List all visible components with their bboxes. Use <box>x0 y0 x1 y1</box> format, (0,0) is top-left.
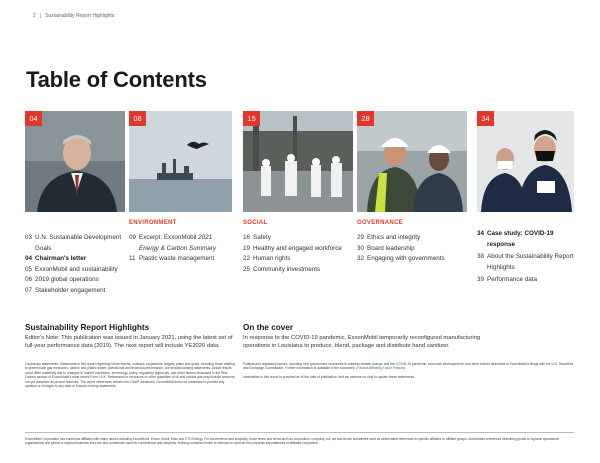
photo-page-number: 04 <box>25 111 42 126</box>
toc-label: Safety <box>253 234 271 241</box>
page-title: Table of Contents <box>26 67 207 92</box>
toc-label: U.N. Sustainable Development Goals <box>35 234 122 252</box>
toc-entry[interactable] <box>243 254 353 265</box>
toc-page: 25 <box>243 265 251 273</box>
column-heading-spacer <box>25 220 125 229</box>
toc-label: Stakeholder engagement <box>35 286 106 294</box>
disclaimer-right-text: Political and regulatory factors, including new government responses to address climate change and the COVID-19 pandemic; economic developments; and other factors described in ExxonMobil's filings with the U.S. Securities and Exchange Commission. Further information is available in the document. <box>243 362 574 371</box>
offshore-platform-image <box>129 111 232 212</box>
toc-page: 32 <box>357 255 365 262</box>
toc-label: Performance data <box>487 276 538 283</box>
hard-hat-workers-image <box>357 111 467 212</box>
cover-title: On the cover <box>243 323 294 332</box>
toc-entry[interactable] <box>357 233 467 244</box>
toc-entry[interactable] <box>25 254 125 265</box>
toc-entry[interactable] <box>243 265 353 276</box>
toc-column-governance <box>357 220 467 265</box>
environment-heading: ENVIRONMENT <box>129 220 177 226</box>
toc-label: Case study: COVID-19 response <box>487 230 554 248</box>
toc-page: 06 <box>25 276 33 283</box>
toc-label: 2019 global operations <box>35 276 99 283</box>
toc-entry[interactable] <box>25 286 125 297</box>
photo-hard-hats[interactable] <box>357 111 467 212</box>
photo-page-number: 08 <box>129 111 146 126</box>
toc-label: Engaging with governments <box>367 255 445 262</box>
toc-column-case-study <box>477 229 577 286</box>
toc-column-environment <box>129 220 232 265</box>
toc-label: About the Sustainability Report Highlights <box>487 253 574 271</box>
toc-label: ExxonMobil and sustainability <box>35 265 118 273</box>
photo-chairman[interactable] <box>25 111 125 212</box>
toc-column-overview <box>25 220 125 296</box>
toc-column-social <box>243 220 353 275</box>
toc-entry[interactable] <box>25 233 125 254</box>
toc-page: 19 <box>243 244 251 252</box>
toc-page: 03 <box>25 234 33 241</box>
toc-page: 39 <box>477 276 485 283</box>
running-header <box>33 13 114 19</box>
toc-page: 11 <box>129 255 136 262</box>
highlights-title: Sustainability Report Highlights <box>25 323 150 332</box>
toc-entry[interactable] <box>477 252 577 273</box>
factors-link[interactable]: (Factors Affecting Future Results) <box>356 366 406 371</box>
disclaimer-left: Cautionary statements: Statements in this report regarding future events, outlooks, projections, targets, plans and goals, including those relating to greenhouse gas emissions, carbon and plastic waste, operational and financial performance, are forward-looking statements. Actual results could differ materially due to changes in market conditions, technology, policy, regulatory approvals, and other factors discussed in the Risk Factors section of ExxonMobil's most recent Form 10-K. References to resources or other quantities of oil and natural gas may include amounts not yet classified as proved reserves. The report references certain non-GAAP measures. ExxonMobil does not undertake to provide any updates or changes to any data or forward-looking statements. <box>25 362 235 389</box>
toc-label: Plastic waste management <box>139 255 215 262</box>
toc-entry[interactable] <box>357 254 467 265</box>
disclaimer-right <box>243 362 574 380</box>
toc-page: 09 <box>129 234 137 241</box>
photo-page-number: 28 <box>357 111 374 126</box>
toc-entry[interactable] <box>25 265 125 276</box>
social-heading: SOCIAL <box>243 220 268 226</box>
header-doc-title: Sustainability Report Highlights <box>45 13 115 19</box>
dock-workers-image <box>243 111 353 212</box>
governance-heading: GOVERNANCE <box>357 220 404 226</box>
toc-page: 22 <box>243 255 251 262</box>
toc-entry[interactable] <box>129 254 232 265</box>
cover-body: In response to the COVID-19 pandemic, ExxonMobil temporarily reconfigured manufacturing operations in Louisiana to produce, blend, package and distribute hand sanitizer. <box>243 335 481 350</box>
photo-page-number: 15 <box>243 111 260 126</box>
toc-page: 05 <box>25 265 33 273</box>
toc-entry[interactable] <box>477 229 577 250</box>
toc-page: 38 <box>477 253 485 260</box>
toc-label-part: Excerpt: ExxonMobil <box>139 234 199 241</box>
photo-page-number: 34 <box>477 111 494 126</box>
toc-page: 30 <box>357 244 365 252</box>
photo-masked-workers[interactable] <box>477 111 574 212</box>
toc-entry[interactable] <box>243 244 353 255</box>
toc-label-italic: 2021 Energy & Carbon Summary <box>139 234 216 252</box>
toc-page: 07 <box>25 286 33 294</box>
toc-label <box>139 233 232 254</box>
toc-page: 29 <box>357 234 365 241</box>
page-number: 2 <box>33 13 36 19</box>
toc-entry[interactable] <box>25 275 125 286</box>
toc-entry[interactable] <box>357 244 467 255</box>
footer-divider <box>25 432 574 433</box>
toc-entry[interactable] <box>129 233 232 254</box>
photo-dock-workers[interactable] <box>243 111 353 212</box>
toc-label: Ethics and integrity <box>367 234 421 241</box>
footer-legal-text: ExxonMobil Corporation has numerous affiliates with many names including ExxonMobil, Exxon, Mobil, Esso and XTO Energy. For convenience and simplicity, those terms and terms such as corporation, company, our, we and its are sometimes used as abbreviated references to specific affiliates or affiliate groups. Abbreviated references describing global or regional operational organizations and global or regional business lines are also sometimes used for convenience and simplicity. Nothing contained herein is intended to override the corporate separateness of affiliated companies. <box>25 437 559 446</box>
toc-label: Board leadership <box>367 244 415 252</box>
toc-entry[interactable] <box>477 275 577 286</box>
photo-platform[interactable] <box>129 111 232 212</box>
chairman-portrait-image <box>25 111 125 212</box>
toc-page: 04 <box>25 255 33 262</box>
toc-label: Community investments <box>253 265 321 273</box>
disclaimer-right-text-2: Information in this report is provided as of the date of publication, and we assume no duty to update these statements. <box>243 375 415 380</box>
masked-workers-image <box>477 111 574 212</box>
toc-label: Healthy and engaged workforce <box>253 244 342 252</box>
highlights-body: Editor's Note: This publication was issued in January 2021, using the latest set of full-year performance data (2019). The next report will include YE2020 data. <box>25 335 233 350</box>
toc-page: 16 <box>243 234 251 241</box>
toc-page: 34 <box>477 230 485 237</box>
toc-label: Chairman's letter <box>35 255 87 262</box>
toc-entry[interactable] <box>243 233 353 244</box>
toc-label: Human rights <box>253 255 291 262</box>
header-separator: | <box>39 13 42 19</box>
